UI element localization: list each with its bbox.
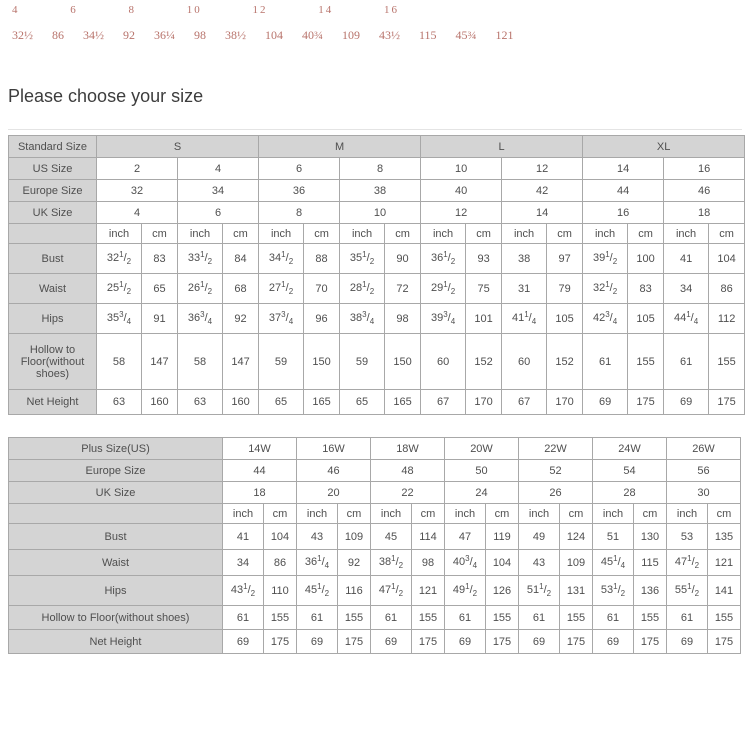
measure-inch-cell: 47 xyxy=(445,524,486,550)
measure-inch-cell: 45 xyxy=(371,524,412,550)
row-label-cell: Waist xyxy=(9,274,97,304)
corner-cell: Standard Size xyxy=(9,136,97,158)
measure-cm-cell: 104 xyxy=(486,550,519,576)
measure-cm-cell: 109 xyxy=(560,550,593,576)
measure-cm-cell: 105 xyxy=(547,304,583,334)
measure-inch-cell: $26^1/_2$ xyxy=(178,274,223,304)
measure-cm-cell: 119 xyxy=(486,524,519,550)
measure-cm-cell: 147 xyxy=(142,334,178,390)
measure-cm-cell: 101 xyxy=(466,304,502,334)
measure-cm-cell: 115 xyxy=(634,550,667,576)
measure-cm-cell: 155 xyxy=(264,606,297,630)
measure-cm-cell: 152 xyxy=(547,334,583,390)
measure-inch-cell: $49^1/_2$ xyxy=(445,576,486,606)
measure-inch-cell: 61 xyxy=(445,606,486,630)
unit-cell: inch xyxy=(519,504,560,524)
measure-inch-cell: $41^1/_4$ xyxy=(502,304,547,334)
measure-cm-cell: 116 xyxy=(338,576,371,606)
measure-cm-cell: 155 xyxy=(486,606,519,630)
size-value-cell: 48 xyxy=(371,460,445,482)
group-cell: S xyxy=(97,136,259,158)
measure-cm-cell: 84 xyxy=(223,244,259,274)
unit-cell: cm xyxy=(304,224,340,244)
unit-cell: cm xyxy=(709,224,745,244)
unit-cell: cm xyxy=(142,224,178,244)
row-label-cell: Bust xyxy=(9,524,223,550)
measure-inch-cell: 58 xyxy=(97,334,142,390)
size-value-cell: 52 xyxy=(519,460,593,482)
measure-inch-cell: $38^3/_4$ xyxy=(340,304,385,334)
size-value-cell: 28 xyxy=(593,482,667,504)
measure-cm-cell: 124 xyxy=(560,524,593,550)
size-value-cell: 24W xyxy=(593,438,667,460)
measure-cm-cell: 121 xyxy=(412,576,445,606)
measure-cm-cell: 141 xyxy=(708,576,741,606)
measure-cm-cell: 175 xyxy=(709,390,745,415)
size-value-cell: 16W xyxy=(297,438,371,460)
measure-inch-cell: 61 xyxy=(371,606,412,630)
measure-inch-cell: 61 xyxy=(519,606,560,630)
measure-cm-cell: 175 xyxy=(708,630,741,654)
size-value-cell: 26W xyxy=(667,438,741,460)
unit-cell: cm xyxy=(385,224,421,244)
measure-cm-cell: 155 xyxy=(708,606,741,630)
measure-inch-cell: $40^3/_4$ xyxy=(445,550,486,576)
size-value-cell: 22 xyxy=(371,482,445,504)
measure-inch-cell: 60 xyxy=(502,334,547,390)
measure-inch-cell: $38^1/_2$ xyxy=(371,550,412,576)
measure-inch-cell: 34 xyxy=(664,274,709,304)
measure-inch-cell: $55^1/_2$ xyxy=(667,576,708,606)
unit-cell: cm xyxy=(412,504,445,524)
unit-cell: inch xyxy=(223,504,264,524)
measure-row xyxy=(9,244,745,274)
measure-cm-cell: 86 xyxy=(264,550,297,576)
size-value-cell: 42 xyxy=(502,180,583,202)
measure-cm-cell: 165 xyxy=(385,390,421,415)
measure-row xyxy=(9,576,741,606)
measure-cm-cell: 93 xyxy=(466,244,502,274)
size-value-cell: 22W xyxy=(519,438,593,460)
measure-row xyxy=(9,334,745,390)
row-label-cell: Waist xyxy=(9,550,223,576)
measure-cm-cell: 109 xyxy=(338,524,371,550)
measure-cm-cell: 100 xyxy=(628,244,664,274)
unit-cell: inch xyxy=(593,504,634,524)
unit-cell: inch xyxy=(259,224,304,244)
measure-inch-cell: 43 xyxy=(519,550,560,576)
measure-inch-cell: 69 xyxy=(664,390,709,415)
page-title: Please choose your size xyxy=(8,86,204,106)
unit-cell: inch xyxy=(664,224,709,244)
measure-inch-cell: 61 xyxy=(583,334,628,390)
measure-cm-cell: 175 xyxy=(486,630,519,654)
measure-row xyxy=(9,274,745,304)
size-value-cell: 10 xyxy=(340,202,421,224)
size-value-cell: 46 xyxy=(664,180,745,202)
unit-row-label-cell xyxy=(9,224,97,244)
measure-inch-cell: 61 xyxy=(223,606,264,630)
measure-cm-cell: 98 xyxy=(412,550,445,576)
measure-row xyxy=(9,524,741,550)
measure-inch-cell: 69 xyxy=(667,630,708,654)
measure-inch-cell: $43^1/_2$ xyxy=(223,576,264,606)
measure-cm-cell: 98 xyxy=(385,304,421,334)
measure-cm-cell: 155 xyxy=(628,334,664,390)
size-value-cell: 18 xyxy=(223,482,297,504)
size-row xyxy=(9,460,741,482)
unit-cell: inch xyxy=(371,504,412,524)
measure-cm-cell: 114 xyxy=(412,524,445,550)
measure-cm-cell: 155 xyxy=(560,606,593,630)
jpeg-artifact-row: 4 6 8 10 12 14 16 xyxy=(12,4,399,16)
measure-inch-cell: 67 xyxy=(502,390,547,415)
measure-inch-cell: 61 xyxy=(667,606,708,630)
measure-cm-cell: 72 xyxy=(385,274,421,304)
measure-cm-cell: 110 xyxy=(264,576,297,606)
measure-inch-cell: $29^1/_2$ xyxy=(421,274,466,304)
measure-cm-cell: 65 xyxy=(142,274,178,304)
group-cell: M xyxy=(259,136,421,158)
measure-cm-cell: 160 xyxy=(142,390,178,415)
measure-inch-cell: 34 xyxy=(223,550,264,576)
measure-cm-cell: 104 xyxy=(709,244,745,274)
measure-inch-cell: $28^1/_2$ xyxy=(340,274,385,304)
size-value-cell: 40 xyxy=(421,180,502,202)
measure-inch-cell: 38 xyxy=(502,244,547,274)
measure-inch-cell: 69 xyxy=(583,390,628,415)
measure-inch-cell: 31 xyxy=(502,274,547,304)
measure-inch-cell: $44^1/_4$ xyxy=(664,304,709,334)
row-label-cell: Europe Size xyxy=(9,180,97,202)
size-value-cell: 34 xyxy=(178,180,259,202)
measure-inch-cell: $27^1/_2$ xyxy=(259,274,304,304)
row-label-cell: Bust xyxy=(9,244,97,274)
size-value-cell: 54 xyxy=(593,460,667,482)
size-value-cell: 20 xyxy=(297,482,371,504)
size-value-cell: 30 xyxy=(667,482,741,504)
group-cell: L xyxy=(421,136,583,158)
measure-inch-cell: 43 xyxy=(297,524,338,550)
measure-inch-cell: $25^1/_2$ xyxy=(97,274,142,304)
size-value-cell: 18 xyxy=(664,202,745,224)
measure-cm-cell: 83 xyxy=(142,244,178,274)
measure-row xyxy=(9,390,745,415)
measure-cm-cell: 96 xyxy=(304,304,340,334)
measure-inch-cell: 59 xyxy=(259,334,304,390)
measure-inch-cell: $47^1/_2$ xyxy=(371,576,412,606)
measure-inch-cell: $35^3/_4$ xyxy=(97,304,142,334)
measure-inch-cell: 53 xyxy=(667,524,708,550)
measure-cm-cell: 104 xyxy=(264,524,297,550)
measure-cm-cell: 147 xyxy=(223,334,259,390)
measure-inch-cell: 51 xyxy=(593,524,634,550)
measure-row xyxy=(9,550,741,576)
measure-cm-cell: 121 xyxy=(708,550,741,576)
measure-cm-cell: 75 xyxy=(466,274,502,304)
size-row xyxy=(9,482,741,504)
row-label-cell: Plus Size(US) xyxy=(9,438,223,460)
measure-cm-cell: 97 xyxy=(547,244,583,274)
group-header-row xyxy=(9,136,745,158)
size-value-cell: 16 xyxy=(664,158,745,180)
size-value-cell: 14W xyxy=(223,438,297,460)
unit-cell: cm xyxy=(628,224,664,244)
size-value-cell: 32 xyxy=(97,180,178,202)
measure-inch-cell: 69 xyxy=(371,630,412,654)
measure-inch-cell: 65 xyxy=(340,390,385,415)
unit-cell: inch xyxy=(178,224,223,244)
measure-inch-cell: 59 xyxy=(340,334,385,390)
measure-cm-cell: 152 xyxy=(466,334,502,390)
measure-cm-cell: 155 xyxy=(412,606,445,630)
measure-cm-cell: 79 xyxy=(547,274,583,304)
size-value-cell: 20W xyxy=(445,438,519,460)
measure-inch-cell: 49 xyxy=(519,524,560,550)
unit-row xyxy=(9,224,745,244)
measure-inch-cell: $45^1/_2$ xyxy=(297,576,338,606)
measure-cm-cell: 175 xyxy=(412,630,445,654)
measure-inch-cell: 65 xyxy=(259,390,304,415)
measure-cm-cell: 175 xyxy=(338,630,371,654)
measure-inch-cell: $35^1/_2$ xyxy=(340,244,385,274)
measure-cm-cell: 175 xyxy=(560,630,593,654)
measure-inch-cell: 69 xyxy=(223,630,264,654)
measure-inch-cell: $42^3/_4$ xyxy=(583,304,628,334)
size-value-cell: 50 xyxy=(445,460,519,482)
measure-inch-cell: $51^1/_2$ xyxy=(519,576,560,606)
size-value-cell: 26 xyxy=(519,482,593,504)
unit-cell: inch xyxy=(445,504,486,524)
row-label-cell: Hips xyxy=(9,576,223,606)
size-value-cell: 4 xyxy=(178,158,259,180)
unit-cell: cm xyxy=(547,224,583,244)
unit-cell: cm xyxy=(708,504,741,524)
measure-inch-cell: $32^1/_2$ xyxy=(97,244,142,274)
measure-inch-cell: 61 xyxy=(593,606,634,630)
unit-cell: cm xyxy=(338,504,371,524)
measure-inch-cell: 41 xyxy=(223,524,264,550)
measure-cm-cell: 105 xyxy=(628,304,664,334)
measure-inch-cell: $36^3/_4$ xyxy=(178,304,223,334)
measure-row xyxy=(9,606,741,630)
row-label-cell: Net Height xyxy=(9,630,223,654)
size-value-cell: 14 xyxy=(502,202,583,224)
measure-cm-cell: 175 xyxy=(634,630,667,654)
measure-cm-cell: 91 xyxy=(142,304,178,334)
measure-inch-cell: 58 xyxy=(178,334,223,390)
measure-cm-cell: 92 xyxy=(223,304,259,334)
measure-cm-cell: 150 xyxy=(304,334,340,390)
measure-inch-cell: 61 xyxy=(297,606,338,630)
measure-inch-cell: 69 xyxy=(297,630,338,654)
unit-cell: cm xyxy=(223,224,259,244)
measure-inch-cell: 67 xyxy=(421,390,466,415)
measure-cm-cell: 90 xyxy=(385,244,421,274)
unit-cell: cm xyxy=(634,504,667,524)
size-value-cell: 2 xyxy=(97,158,178,180)
size-value-cell: 18W xyxy=(371,438,445,460)
row-label-cell: UK Size xyxy=(9,482,223,504)
size-value-cell: 16 xyxy=(583,202,664,224)
measure-cm-cell: 92 xyxy=(338,550,371,576)
measure-cm-cell: 135 xyxy=(708,524,741,550)
unit-cell: cm xyxy=(486,504,519,524)
measure-inch-cell: $39^1/_2$ xyxy=(583,244,628,274)
measure-cm-cell: 175 xyxy=(628,390,664,415)
measure-inch-cell: 69 xyxy=(593,630,634,654)
size-value-cell: 6 xyxy=(259,158,340,180)
row-label-cell: Europe Size xyxy=(9,460,223,482)
measure-inch-cell: $32^1/_2$ xyxy=(583,274,628,304)
unit-cell: inch xyxy=(583,224,628,244)
size-value-cell: 56 xyxy=(667,460,741,482)
divider-line xyxy=(8,129,742,130)
measure-inch-cell: $39^3/_4$ xyxy=(421,304,466,334)
standard-size-table xyxy=(8,135,745,415)
unit-cell: cm xyxy=(264,504,297,524)
size-value-cell: 8 xyxy=(259,202,340,224)
size-value-cell: 12 xyxy=(421,202,502,224)
size-value-cell: 36 xyxy=(259,180,340,202)
size-value-cell: 44 xyxy=(583,180,664,202)
row-label-cell: Hollow to Floor(without shoes) xyxy=(9,606,223,630)
measure-cm-cell: 165 xyxy=(304,390,340,415)
measure-inch-cell: $53^1/_2$ xyxy=(593,576,634,606)
row-label-cell: Hips xyxy=(9,304,97,334)
size-row xyxy=(9,438,741,460)
row-label-cell: US Size xyxy=(9,158,97,180)
measure-cm-cell: 131 xyxy=(560,576,593,606)
measure-cm-cell: 86 xyxy=(709,274,745,304)
measure-inch-cell: 61 xyxy=(664,334,709,390)
unit-cell: inch xyxy=(502,224,547,244)
measure-cm-cell: 170 xyxy=(547,390,583,415)
size-value-cell: 10 xyxy=(421,158,502,180)
size-value-cell: 4 xyxy=(97,202,178,224)
measure-inch-cell: $34^1/_2$ xyxy=(259,244,304,274)
row-label-cell: UK Size xyxy=(9,202,97,224)
measure-cm-cell: 126 xyxy=(486,576,519,606)
measure-cm-cell: 155 xyxy=(709,334,745,390)
plus-size-table xyxy=(8,437,741,654)
unit-cell: inch xyxy=(297,504,338,524)
measure-inch-cell: $36^1/_4$ xyxy=(297,550,338,576)
unit-cell: inch xyxy=(667,504,708,524)
size-row xyxy=(9,158,745,180)
measure-inch-cell: 63 xyxy=(97,390,142,415)
measure-cm-cell: 112 xyxy=(709,304,745,334)
measure-inch-cell: 60 xyxy=(421,334,466,390)
unit-cell: cm xyxy=(466,224,502,244)
unit-row xyxy=(9,504,741,524)
size-value-cell: 46 xyxy=(297,460,371,482)
jpeg-artifact-row: 32½ 86 34½ 92 36¼ 98 38½ 104 40¾ 109 43½ 115 45¾ 121 xyxy=(12,28,514,42)
measure-inch-cell: $36^1/_2$ xyxy=(421,244,466,274)
size-value-cell: 12 xyxy=(502,158,583,180)
row-label-cell: Hollow to Floor(without shoes) xyxy=(9,334,97,390)
measure-cm-cell: 83 xyxy=(628,274,664,304)
unit-cell: inch xyxy=(97,224,142,244)
unit-row-label-cell xyxy=(9,504,223,524)
measure-cm-cell: 160 xyxy=(223,390,259,415)
size-row xyxy=(9,180,745,202)
size-row xyxy=(9,202,745,224)
measure-cm-cell: 68 xyxy=(223,274,259,304)
measure-cm-cell: 150 xyxy=(385,334,421,390)
unit-cell: inch xyxy=(340,224,385,244)
measure-cm-cell: 130 xyxy=(634,524,667,550)
measure-cm-cell: 88 xyxy=(304,244,340,274)
measure-cm-cell: 155 xyxy=(634,606,667,630)
measure-cm-cell: 155 xyxy=(338,606,371,630)
measure-cm-cell: 170 xyxy=(466,390,502,415)
measure-inch-cell: 63 xyxy=(178,390,223,415)
size-value-cell: 6 xyxy=(178,202,259,224)
row-label-cell: Net Height xyxy=(9,390,97,415)
measure-inch-cell: 41 xyxy=(664,244,709,274)
size-value-cell: 38 xyxy=(340,180,421,202)
measure-inch-cell: 69 xyxy=(445,630,486,654)
unit-cell: inch xyxy=(421,224,466,244)
group-cell: XL xyxy=(583,136,745,158)
size-value-cell: 8 xyxy=(340,158,421,180)
measure-cm-cell: 136 xyxy=(634,576,667,606)
measure-inch-cell: $47^1/_2$ xyxy=(667,550,708,576)
measure-cm-cell: 175 xyxy=(264,630,297,654)
measure-inch-cell: $33^1/_2$ xyxy=(178,244,223,274)
measure-row xyxy=(9,304,745,334)
measure-inch-cell: $45^1/_4$ xyxy=(593,550,634,576)
size-value-cell: 14 xyxy=(583,158,664,180)
measure-inch-cell: 69 xyxy=(519,630,560,654)
size-value-cell: 44 xyxy=(223,460,297,482)
measure-inch-cell: $37^3/_4$ xyxy=(259,304,304,334)
measure-row xyxy=(9,630,741,654)
unit-cell: cm xyxy=(560,504,593,524)
size-value-cell: 24 xyxy=(445,482,519,504)
measure-cm-cell: 70 xyxy=(304,274,340,304)
